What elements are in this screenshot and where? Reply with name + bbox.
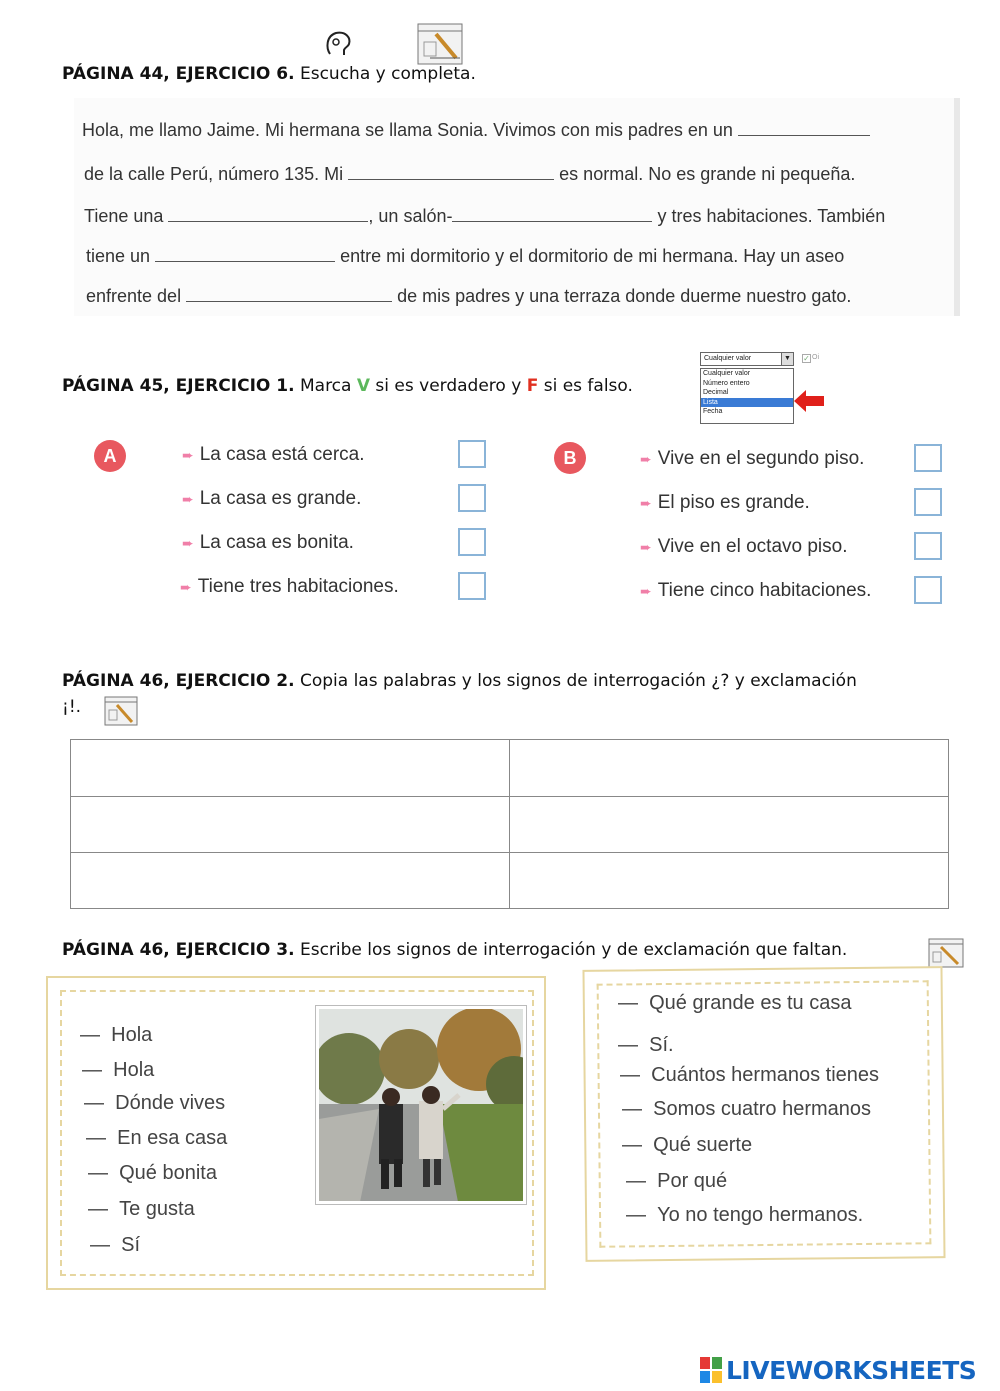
dialogue-left-6: — Te gusta (88, 1198, 195, 1220)
dropdown-option[interactable]: Decimal (703, 389, 729, 396)
tf-answer-box[interactable] (458, 572, 486, 600)
ex1-blank-4[interactable] (452, 221, 652, 222)
tf-answer-box[interactable] (458, 484, 486, 512)
dropdown-option-selected[interactable]: Lista (701, 398, 793, 408)
table-cell-input[interactable] (71, 853, 510, 909)
table-row (71, 853, 949, 909)
ex2-heading: PÁGINA 45, EJERCICIO 1. Marca V si es verdadero y F si es falso. (62, 376, 633, 396)
ex1-line-5: enfrente del de mis padres y una terraza donde duerme nuestro gato. (86, 286, 852, 306)
ex1-line-2: de la calle Perú, número 135. Mi es normal. No es grande ni pequeña. (84, 164, 856, 184)
ex1-blank-6[interactable] (186, 301, 392, 302)
listen-head-icon (322, 28, 354, 58)
ex3-heading: PÁGINA 46, EJERCICIO 2. Copia las palabras y los signos de interrogación ¿? y exclamación ¡!. (62, 671, 857, 717)
table-cell-input[interactable] (71, 797, 510, 853)
ex4-heading: PÁGINA 46, EJERCICIO 3. Escribe los signos de interrogación y de exclamación que faltan. (62, 940, 848, 960)
tf-answer-box[interactable] (914, 444, 942, 472)
dialogue-right-3: — Cuántos hermanos tienes (620, 1064, 880, 1086)
ex1-blank-1[interactable] (738, 135, 870, 136)
dialogue-left-2: — Hola (82, 1059, 155, 1081)
dialogue-left-3: — Dónde vives (84, 1092, 226, 1114)
dropdown-hint: Cualquier valor ▼ ✓ Oi Cualquier valor Número entero Decimal Lista Fecha (700, 352, 826, 426)
tf-a-1: ➨ La casa está cerca. (182, 444, 365, 465)
table-cell-input[interactable] (510, 740, 949, 797)
brand-name: LIVEWORKSHEETS (726, 1355, 977, 1385)
tf-a-4: ➨ Tiene tres habitaciones. (180, 576, 399, 597)
dialogue-right-7: — Yo no tengo hermanos. (626, 1204, 864, 1226)
dropdown-option[interactable]: Número entero (703, 379, 750, 387)
write-pencil-icon (104, 696, 138, 726)
red-arrow-icon (794, 390, 824, 412)
ex1-blank-5[interactable] (155, 261, 335, 262)
dialogue-right-1: — Qué grande es tu casa (618, 992, 852, 1014)
ex1-text-block (74, 98, 960, 316)
tf-a-2: ➨ La casa es grande. (182, 488, 362, 509)
arrow-right-icon: ➨ (640, 539, 652, 555)
group-a-badge: A (94, 440, 126, 472)
ex1-line-3: Tiene una , un salón- y tres habitaciones. También (84, 206, 886, 226)
group-b-badge: B (554, 442, 586, 474)
logo-icon (700, 1357, 722, 1383)
table-cell-input[interactable] (71, 740, 510, 797)
arrow-right-icon: ➨ (640, 451, 652, 467)
dropdown-options (700, 368, 794, 424)
copy-table (70, 739, 949, 909)
dropdown-option[interactable]: Cualquier valor (703, 370, 751, 377)
dialogue-right-4: — Somos cuatro hermanos (622, 1098, 872, 1120)
dialogue-left-5: — Qué bonita (88, 1162, 217, 1184)
table-row (71, 740, 949, 797)
ex1-blank-2[interactable] (348, 179, 554, 180)
ex1-line-1: Hola, me llamo Jaime. Mi hermana se llama Sonia. Vivimos con mis padres en un (82, 120, 870, 141)
couple-walking-photo (316, 1006, 526, 1204)
tf-answer-box[interactable] (914, 488, 942, 516)
table-cell-input[interactable] (510, 797, 949, 853)
tf-answer-box[interactable] (914, 576, 942, 604)
dropdown-option[interactable]: Fecha (703, 408, 723, 415)
tf-b-4: ➨ Tiene cinco habitaciones. (640, 580, 872, 601)
dialogue-right-5: — Qué suerte (622, 1134, 753, 1156)
chevron-down-icon: ▼ (781, 353, 793, 365)
tf-b-2: ➨ El piso es grande. (640, 492, 810, 513)
liveworksheets-logo (700, 1354, 976, 1386)
tf-answer-box[interactable] (458, 528, 486, 556)
arrow-right-icon: ➨ (640, 495, 652, 511)
arrow-right-icon: ➨ (640, 583, 652, 599)
ex1-blank-3[interactable] (168, 221, 368, 222)
dialogue-right-6: — Por qué (626, 1170, 728, 1192)
arrow-right-icon: ➨ (180, 579, 192, 595)
dropdown-select[interactable]: Cualquier valor ▼ (700, 352, 794, 366)
tf-answer-box[interactable] (914, 532, 942, 560)
write-pencil-icon (416, 22, 464, 66)
ex1-heading: PÁGINA 44, EJERCICIO 6. Escucha y completa. (62, 64, 476, 84)
table-cell-input[interactable] (510, 853, 949, 909)
tf-b-1: ➨ Vive en el segundo piso. (640, 448, 865, 469)
tf-a-3: ➨ La casa es bonita. (182, 532, 354, 553)
tf-b-3: ➨ Vive en el octavo piso. (640, 536, 848, 557)
dialogue-right-2: — Sí. (618, 1034, 674, 1056)
dialogue-left-7: — Sí (90, 1234, 141, 1256)
table-row (71, 797, 949, 853)
ex1-line-4: tiene un entre mi dormitorio y el dormitorio de mi hermana. Hay un aseo (86, 246, 845, 266)
write-pencil-icon (928, 938, 964, 968)
dialogue-left-1: — Hola (80, 1024, 153, 1046)
checkbox-icon: ✓ (803, 354, 810, 363)
arrow-right-icon: ➨ (182, 535, 194, 551)
dialogue-left-4: — En esa casa (86, 1127, 228, 1149)
tf-answer-box[interactable] (458, 440, 486, 468)
arrow-right-icon: ➨ (182, 491, 194, 507)
arrow-right-icon: ➨ (182, 447, 194, 463)
